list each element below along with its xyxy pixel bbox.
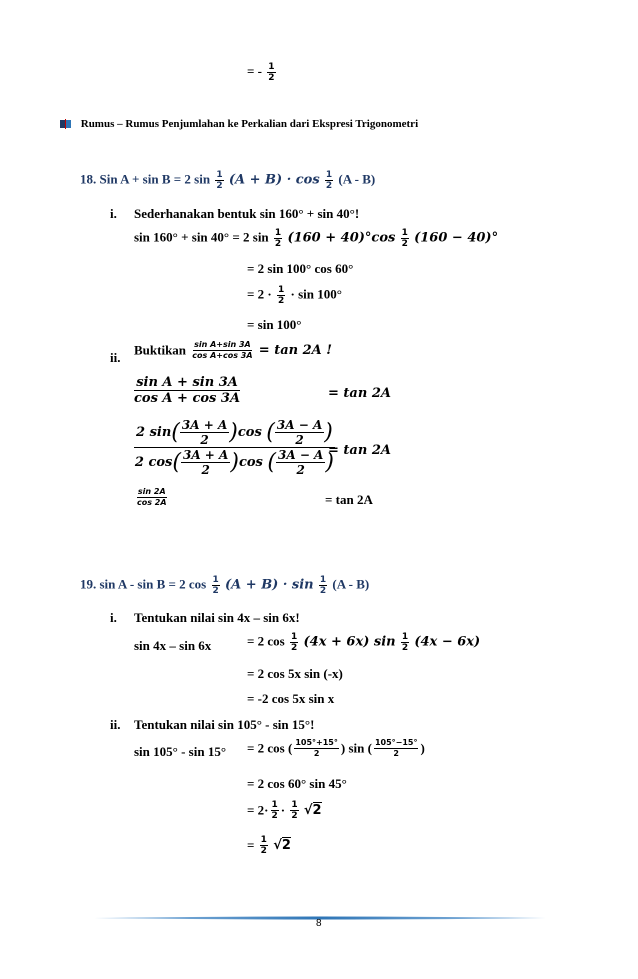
p18-ii-step1: $\frac{\text{sin A + sin 3A}}{\text{cos A + cos 3A}}$ <box>134 375 241 406</box>
p19-ii-line4: = $\frac{1}{2}$ √2 <box>247 835 291 856</box>
p19-ii-line3: = 2· $\frac{1}{2}$ · $\frac{1}{2}$ √2 <box>247 800 322 821</box>
top-eq: = - <box>247 63 262 79</box>
p18-ii-step2-rhs: = tan 2A <box>328 443 391 458</box>
p18-i-task: Sederhanakan bentuk sin 160° + sin 40°! <box>134 206 360 221</box>
p19-i-line3: = -2 cos 5x sin x <box>247 691 335 706</box>
p18-ii-step3: $\frac{\sin 2A}{\cos 2A}$ <box>137 487 167 507</box>
p19-i-task: Tentukan nilai sin 4x – sin 6x! <box>134 610 300 625</box>
p19-ii-line1: = 2 cos ( $\frac{105^\circ+15^\circ}{2}$ ) sin ( $\frac{105^\circ-15^\circ}{2}$ ) <box>247 738 425 758</box>
p18-ii-step2: 2 sin ( $\frac{3A + A}{2}$ ) cos ( $\frac{3A - A}{2}$ ) 2 cos ( $\frac{3A + A}{2}$ ) cos ( $\frac{3A - A}{2}$ ) <box>134 418 334 477</box>
p18-i-label: i. <box>110 206 117 221</box>
p19-ii-label: ii. <box>110 717 121 732</box>
top-fraction: $\frac{1}{2}$ <box>268 62 275 83</box>
page-number: 8 <box>316 918 322 929</box>
section-heading <box>60 118 418 130</box>
p19-ii-line2: = 2 cos 60° sin 45° <box>247 776 347 791</box>
footer-line <box>94 908 546 914</box>
p19-i-line2: = 2 cos 5x sin (-x) <box>247 666 343 681</box>
p19-i-line1: = 2 cos $\frac{1}{2}$ (4x + 6x) sin $\frac{1}{2}$ (4x − 6x) <box>247 632 481 653</box>
p18-ii-step1-rhs: = tan 2A <box>328 386 391 401</box>
top-result <box>247 62 278 83</box>
p19-i-label: i. <box>110 610 117 625</box>
sqrt-2-final: √2 <box>273 838 291 853</box>
book-bullet-icon <box>60 119 72 129</box>
p19-ii-task: Tentukan nilai sin 105° - sin 15°! <box>134 717 315 732</box>
p18-ii-label: ii. <box>110 350 121 365</box>
sqrt-2: √2 <box>303 803 322 818</box>
p18-i-line1: sin 160° + sin 40° = 2 sin $\frac{1}{2}$ (160 + 40)°cos $\frac{1}{2}$ (160 − 40)° <box>134 228 499 249</box>
p19-title: 19. sin A - sin B = 2 cos $\frac{1}{2}$ (A + B) · sin $\frac{1}{2}$ (A - B) <box>80 575 370 596</box>
p18-i-line2: = 2 sin 100° cos 60° <box>247 261 354 276</box>
p18-ii-task: Buktikan $\frac{\text{sin A+sin 3A}}{\text{cos A+cos 3A}}$ = tan 2A ! <box>134 340 332 360</box>
p18-title: 18. Sin A + sin B = 2 sin $\frac{1}{2}$ (A + B) · cos $\frac{1}{2}$ (A - B) <box>80 170 376 191</box>
p19-i-line1-lhs: sin 4x – sin 6x <box>134 638 212 653</box>
section-title: Rumus – Rumus Penjumlahan ke Perkalian dari Ekspresi Trigonometri <box>80 118 419 130</box>
p18-i-line4: = sin 100° <box>247 317 302 332</box>
p19-ii-line1-lhs: sin 105° - sin 15° <box>134 744 227 759</box>
p18-ii-step3-rhs: = tan 2A <box>325 492 373 507</box>
p18-i-line3: = 2 · $\frac{1}{2}$ · sin 100° <box>247 285 342 306</box>
